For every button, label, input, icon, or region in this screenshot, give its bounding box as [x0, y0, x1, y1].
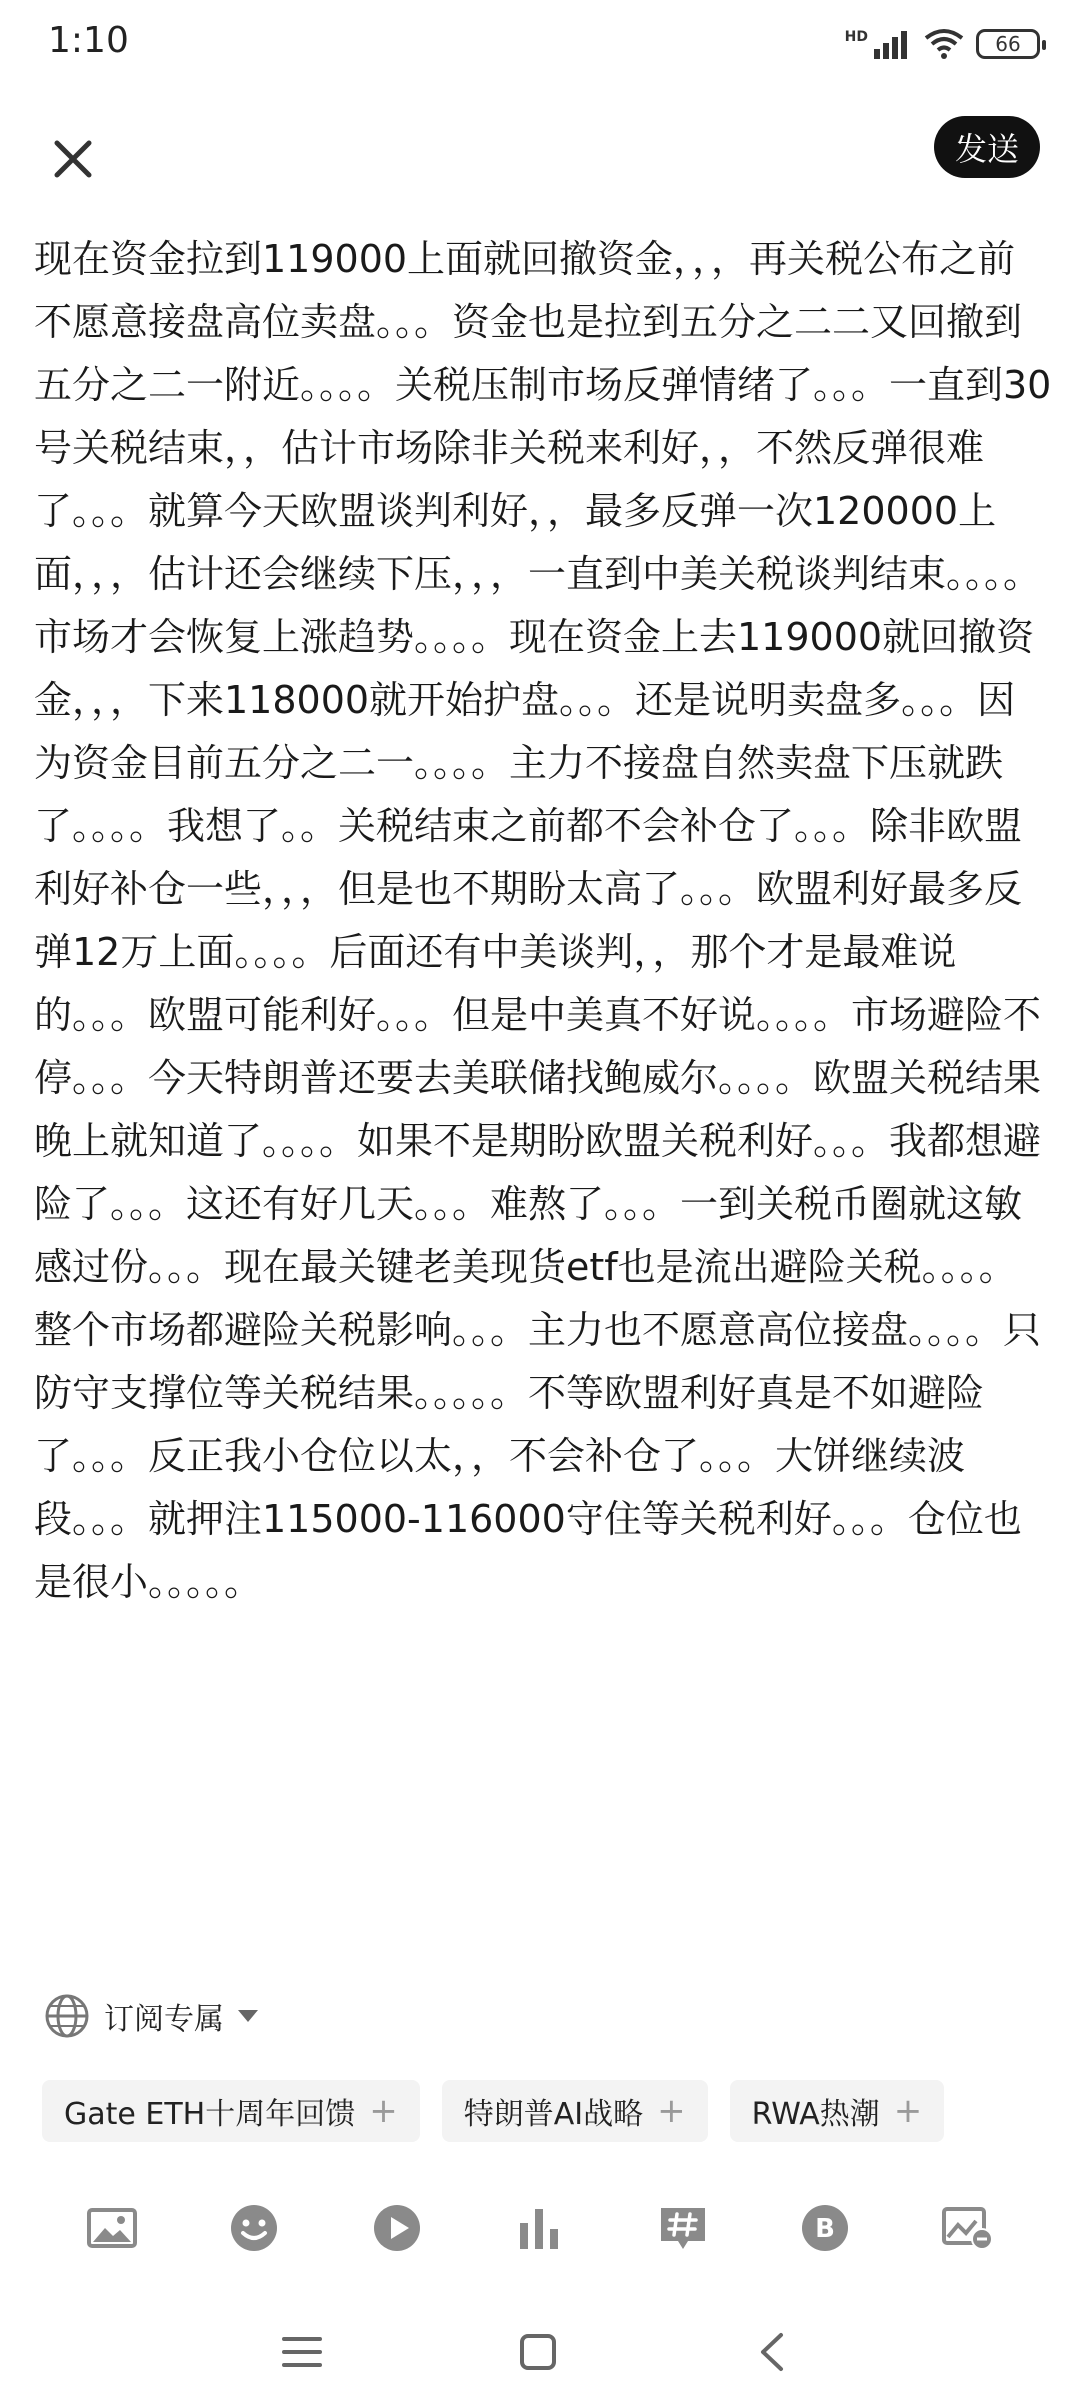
top-bar	[0, 100, 1080, 200]
send-button[interactable]: 发送	[934, 116, 1040, 178]
chart-button[interactable]	[511, 2200, 567, 2256]
back-nav-button[interactable]	[742, 2322, 802, 2382]
home-icon	[519, 2333, 557, 2371]
image-edit-button[interactable]	[940, 2200, 996, 2256]
plus-icon: +	[657, 2091, 686, 2131]
close-icon	[53, 139, 93, 179]
visibility-selector[interactable]	[44, 1988, 258, 2044]
bitcoin-button[interactable]	[797, 2200, 853, 2256]
status-bar	[0, 0, 1080, 90]
tag-chip[interactable]	[42, 2080, 420, 2142]
image-icon	[87, 2206, 137, 2250]
menu-icon	[282, 2335, 322, 2369]
composer-toolbar	[0, 2180, 1080, 2270]
video-icon	[372, 2203, 422, 2253]
image-button[interactable]	[84, 2200, 140, 2256]
tag-chip[interactable]	[730, 2080, 945, 2142]
tag-label: 特朗普AI战略	[463, 2097, 644, 2132]
visibility-label: 订阅专属	[104, 2002, 224, 2037]
chart-icon	[516, 2205, 562, 2251]
home-nav-button[interactable]	[508, 2322, 568, 2382]
system-nav-bar	[0, 2300, 1080, 2400]
emoji-button[interactable]	[226, 2200, 282, 2256]
post-text-editor[interactable]: 现在资金拉到119000上面就回撤资金，，，再关税公布之前不愿意接盘高位卖盘。。。资金也是拉到五分之二二又回撤到五分之二一附近。。。。关税压制市场反弹情绪了。。。一直到30号关税结束，，估计市场除非关税来利好，，不然反弹很难了。。。就算今天欧盟谈判利好，，最多反弹一次120000上面，，，估计还会继续下压，，，一直到中美关税谈判结束。。。。市场才会恢复上涨趋势。。。。现在资金上去119000就回撤资金，，，下来118000就开始护盘。。。还是说明卖盘多。。。因为资金目前五分之二一。。。。主力不接盘自然卖盘下压就跌了。。。。我想了。。关税结束之前都不会补仓了。。。除非欧盟利好补仓一些，，，但是也不期盼太高了。。。欧盟利好最多反弹12万上面。。。。后面还有中美谈判，，那个才是最难说的。。。欧盟可能利好。。。但是中美真不好说。。。。市场避险不停。。。今天特朗普还要去美联储找鲍威尔。。。。欧盟关税结果晚上就知道了。。。。如果不是期盼欧盟关税利好。。。我都想避险了。。。这还有好几天。。。难熬了。。。一到关税币圈就这敏感过份。。。现在最关键老美现货etf也是流出避险关税。。。。整个市场都避险关税影响。。。主力也不愿意高位接盘。。。。只防守支撑位等关税结果。。。。。不等欧盟利好真是不如避险了。。。反正我小仓位以太，，不会补仓了。。。大饼继续波段。。。就押注115000-116000守住等关税利好。。。仓位也是很小。。。。。	[34, 237, 1052, 1604]
video-button[interactable]	[369, 2200, 425, 2256]
tag-label: RWA热潮	[751, 2097, 880, 2132]
signal-icon	[872, 29, 912, 59]
svg-text:B: B	[815, 2214, 835, 2244]
battery-icon: 66	[976, 29, 1040, 59]
wifi-icon	[924, 28, 964, 60]
tag-chip[interactable]	[442, 2080, 708, 2142]
hashtag-icon	[658, 2203, 708, 2253]
topic-tags	[42, 2080, 944, 2142]
close-button[interactable]	[40, 126, 106, 192]
status-icons	[845, 24, 1040, 64]
back-icon	[757, 2332, 787, 2372]
globe-icon	[44, 1993, 90, 2039]
menu-nav-button[interactable]	[272, 2322, 332, 2382]
status-time: 1:10	[48, 20, 129, 61]
emoji-icon	[229, 2203, 279, 2253]
plus-icon: +	[369, 2091, 398, 2131]
image-edit-icon	[942, 2205, 994, 2251]
hashtag-button[interactable]	[655, 2200, 711, 2256]
hd-label: HD	[844, 29, 868, 45]
plus-icon: +	[893, 2091, 923, 2131]
bitcoin-icon	[800, 2203, 850, 2253]
chevron-down-icon	[238, 2010, 258, 2022]
tag-label: Gate ETH十周年回馈	[64, 2097, 356, 2132]
